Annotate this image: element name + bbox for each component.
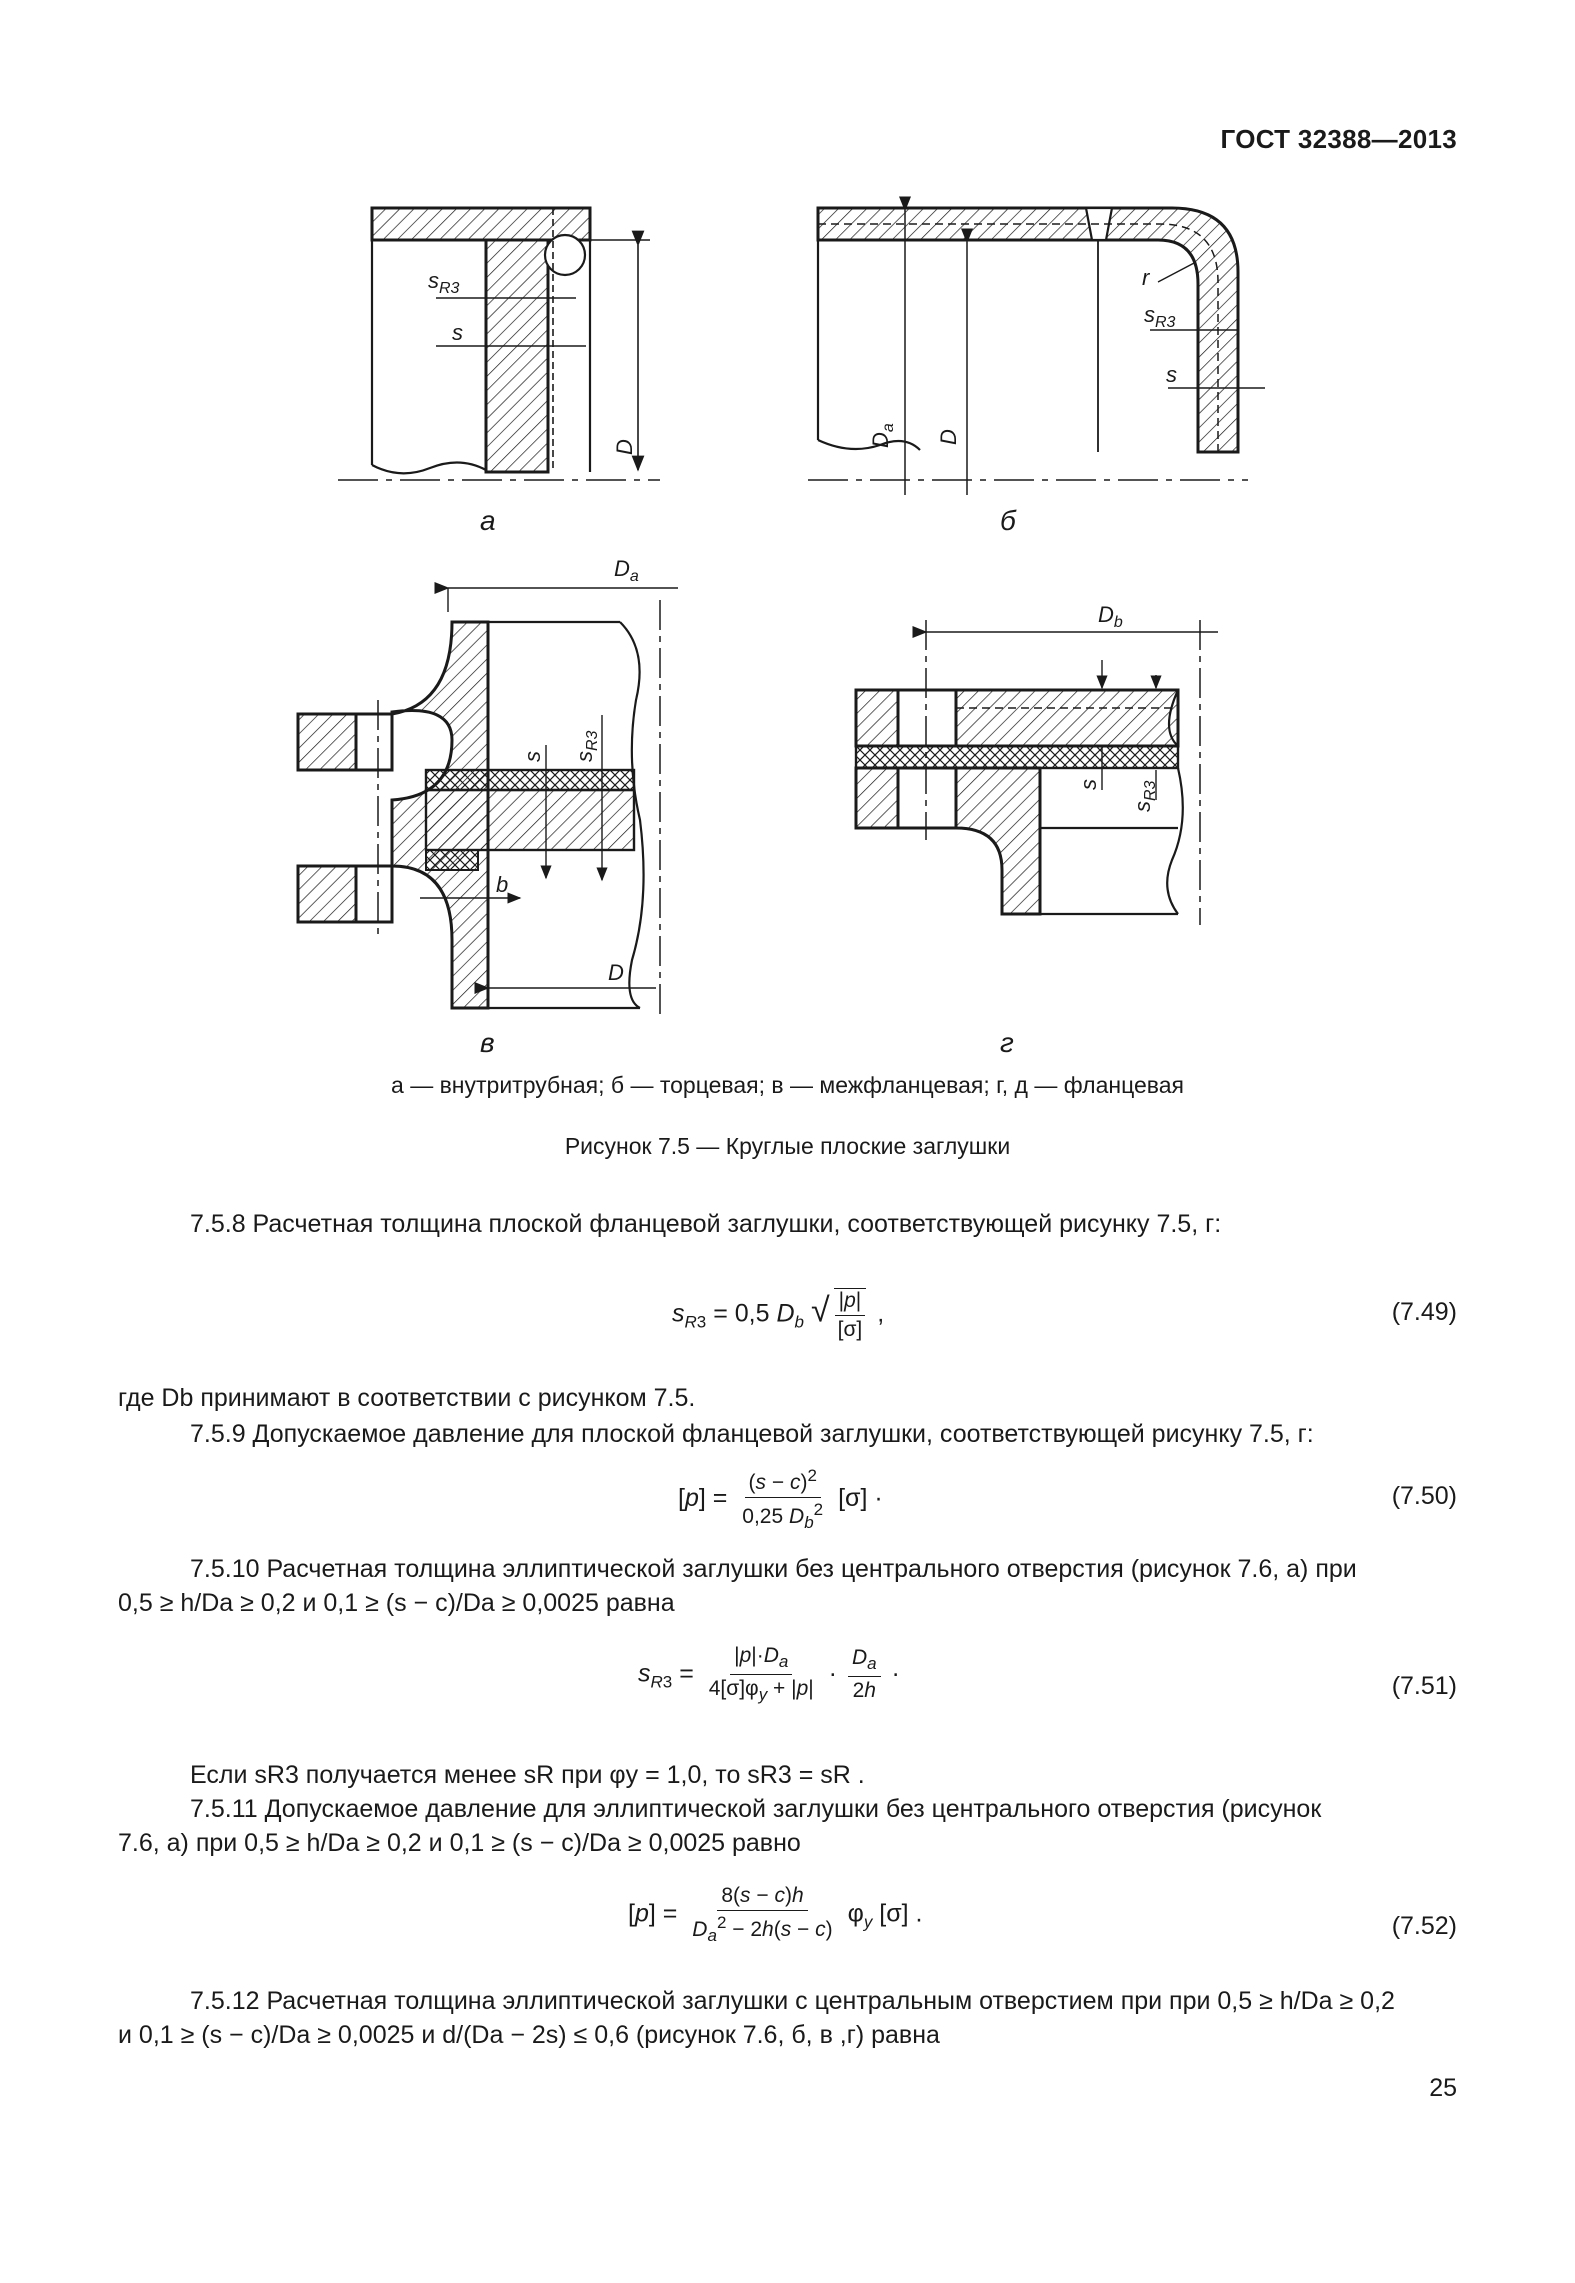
label-a: а [480, 505, 496, 536]
label-g: г [1000, 1027, 1014, 1058]
paragraph-7-5-8: 7.5.8 Расчетная толщина плоской фланцевой заглушки, соответствующей рисунку 7.5, г: [190, 1210, 1222, 1238]
equation-7-49: $s_{R3} = 0,5$ $D_b$ √ $\frac{|p|}{[\sigma]}$ , [672, 1289, 885, 1341]
dim-sR3-a: $s_{R3}$ [428, 268, 460, 297]
paragraph-7-5-11-line2: 7.6, а) при 0,5 ≥ h/Da ≥ 0,2 и 0,1 ≥ (s − c)/Da ≥ 0,0025 равно [118, 1829, 801, 1857]
dim-s-g: s [1076, 779, 1101, 790]
equation-number-7-50: (7.50) [1391, 1482, 1457, 1510]
label-v: в [480, 1027, 495, 1058]
dim-D-a: D [612, 439, 637, 455]
equation-number-7-52: (7.52) [1391, 1912, 1457, 1940]
dim-r-b: r [1142, 265, 1150, 290]
dim-Da-v: $D_a$ [614, 556, 639, 585]
paragraph-7-5-11-line1: 7.5.11 Допускаемое давление для эллиптической заглушки без центрального отверстия (рисунок [190, 1795, 1322, 1823]
paragraph-if-sr3: Если sR3 получается менее sR при φy = 1,0, то sR3 = sR . [190, 1761, 865, 1789]
equation-7-51: $s_{R3}$ = $\frac{|p|\cdot D_a}{4[\sigma]\varphi_y + |p|}$ · $\frac{D_a}{2h}$ · [638, 1644, 900, 1705]
paragraph-7-5-9: 7.5.9 Допускаемое давление для плоской фланцевой заглушки, соответствующей рисунку 7.5, г: [190, 1420, 1314, 1448]
paragraph-7-5-12-line2: и 0,1 ≥ (s − c)/Da ≥ 0,0025 и d/(Da − 2s) ≤ 0,6 (рисунок 7.6, б, в ,г) равна [118, 2021, 940, 2049]
dim-s-b: s [1166, 362, 1177, 387]
figure-legend: а — внутритрубная; б — торцевая; в — межфланцевая; г, д — фланцевая [391, 1072, 1184, 1098]
dim-s-v: s [520, 751, 545, 762]
equation-7-50: [p] = $\frac{(s - c)^2}{0,25 D_b^2}$ [σ] · [678, 1466, 883, 1533]
dim-b-v: b [496, 872, 509, 897]
figure-7-5 [0, 180, 1575, 1060]
subfigure-g [856, 620, 1218, 925]
equation-7-52: [p] = $\frac{8(s - c)h}{D_a^2 - 2h(s - c)}$ $\varphi_y$ [σ] . [628, 1884, 923, 1946]
subfigure-v [298, 588, 678, 1020]
dim-D-b: D [936, 429, 961, 445]
document-header: ГОСТ 32388—2013 [1220, 124, 1457, 154]
paragraph-7-5-12-line1: 7.5.12 Расчетная толщина эллиптической заглушки с центральным отверстием при при 0,5 ≥ h/Da ≥ 0,2 [190, 1987, 1395, 2015]
equation-number-7-49: (7.49) [1391, 1298, 1457, 1326]
subfigure-b [808, 208, 1265, 495]
paragraph-where-db: где Db принимают в соответствии с рисунком 7.5. [118, 1384, 696, 1412]
figure-caption: Рисунок 7.5 — Круглые плоские заглушки [564, 1133, 1011, 1159]
label-b: б [1000, 505, 1016, 536]
dim-sR3-b: $s_{R3}$ [1144, 302, 1176, 331]
dim-s-a: s [452, 320, 463, 345]
paragraph-7-5-10-line1: 7.5.10 Расчетная толщина эллиптической заглушки без центрального отверстия (рисунок 7.6, а) при [190, 1555, 1357, 1583]
dim-sR3-v: $s_{R3}$ [572, 730, 601, 762]
dim-Db-g: $D_b$ [1098, 602, 1123, 631]
page-number: 25 [1429, 2074, 1457, 2102]
dim-Da-b: $D_a$ [868, 423, 897, 448]
equation-number-7-51: (7.51) [1391, 1672, 1457, 1700]
dim-sR3-g: $s_{R3}$ [1130, 780, 1159, 812]
paragraph-7-5-10-line2: 0,5 ≥ h/Da ≥ 0,2 и 0,1 ≥ (s − c)/Da ≥ 0,0025 равна [118, 1589, 675, 1617]
dim-D-v: D [608, 960, 624, 985]
